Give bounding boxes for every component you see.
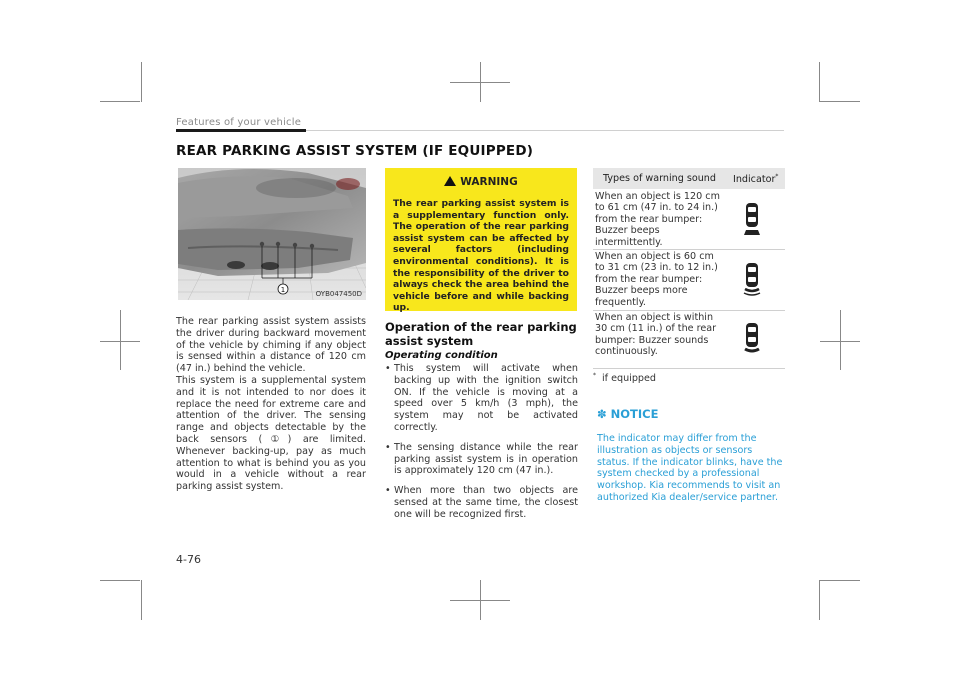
- list-item: • The sensing distance while the rear parking assist system is in operation is approximately 120 cm (47 in.).: [385, 442, 578, 477]
- intro-paragraph: The rear parking assist system assists the driver during backward movement of the vehicle by chiming if any object is sensed within a distance of 120 cm (47 in.) behind the vehicle.: [176, 316, 366, 375]
- list-item: • This system will activate when backing up with the ignition switch ON. If the vehicle is moving at a speed over 5 km/h (3 mph), the system may not be activated correctly.: [385, 363, 578, 434]
- table-cell-sound: When an object is 120 cm to 61 cm (47 in. to 24 in.) from the rear bumper: Buzzer beeps intermittently.: [595, 191, 720, 248]
- list-item: • When more than two objects are sensed at the same time, the closest one will be recognized first.: [385, 485, 578, 520]
- crop-mark: [100, 101, 140, 102]
- intro-text: [176, 316, 366, 493]
- car-indicator-far-icon: [743, 202, 761, 236]
- crop-mark: [100, 580, 140, 581]
- crop-mark: [820, 101, 860, 102]
- operating-condition-heading: Operating condition: [385, 350, 498, 361]
- table-row: [593, 310, 785, 369]
- crop-mark: [141, 580, 142, 620]
- callout-number: 1: [280, 286, 286, 294]
- notice-title: [597, 407, 658, 421]
- crop-mark: [840, 310, 841, 370]
- intro-paragraph: This system is a supplemental system and it is not intended to nor does it replace the need for extreme care and attention of the driver. The sensing range and objects detectable by the back sensors (①) are limited. Whenever backing-up, pay as much attention to what is behind you as you would in a vehicle without a rear parking assist system.: [176, 374, 366, 493]
- notice-star-icon: ✽: [597, 407, 607, 421]
- table-cell-sound: When an object is 60 cm to 31 cm (23 in. to 12 in.) from the rear bumper: Buzzer beeps more frequently.: [595, 251, 718, 308]
- crop-mark: [450, 82, 510, 83]
- crop-mark: [120, 310, 121, 370]
- crop-mark: [450, 600, 510, 601]
- figure-code: OYB047450D: [315, 290, 362, 298]
- page-number: 4-76: [176, 553, 201, 566]
- header-rule: [306, 130, 784, 131]
- car-indicator-near-icon: [743, 322, 761, 356]
- table-footnote: * if equipped: [593, 372, 657, 385]
- warning-title: [385, 176, 577, 188]
- table-cell-sound: When an object is within 30 cm (11 in.) of the rear bumper: Buzzer sounds continuously.: [595, 312, 717, 358]
- operating-condition-list: [385, 363, 578, 529]
- rear-bumper-figure: [178, 168, 366, 300]
- table-row: [593, 189, 785, 250]
- rear-bumper-illustration: [178, 168, 366, 300]
- warning-title-text: WARNING: [460, 176, 518, 188]
- operation-heading: Operation of the rear parking assist system: [385, 320, 577, 348]
- crop-mark: [820, 580, 860, 581]
- chapter-header: Features of your vehicle: [176, 117, 302, 128]
- section-title: REAR PARKING ASSIST SYSTEM (IF EQUIPPED): [176, 143, 534, 159]
- car-indicator-mid-icon: [743, 262, 761, 296]
- notice-title-text: NOTICE: [610, 407, 659, 421]
- header-bar: [176, 129, 306, 132]
- warning-box: [385, 168, 577, 314]
- warning-triangle-icon: [444, 176, 456, 186]
- crop-mark: [819, 62, 820, 102]
- column-header-indicator: Indicator*: [733, 173, 779, 186]
- crop-mark: [141, 62, 142, 102]
- table-row: [593, 249, 785, 311]
- notice-text: The indicator may differ from the illustration as objects or sensors status. If the indicator blinks, have the system checked by a professional workshop. Kia recommends to visit an authorized Kia dealer/service partner.: [597, 433, 783, 503]
- column-header-sound: Types of warning sound: [603, 173, 716, 184]
- warning-text: The rear parking assist system is a supplementary function only. The operation of the rear parking assist system can be affected by several factors (including environmental conditions). It is the responsibility of the driver to always check the area behind the vehicle before and while backing up.: [393, 198, 569, 314]
- crop-mark: [819, 580, 820, 620]
- warning-table-header: [593, 168, 785, 189]
